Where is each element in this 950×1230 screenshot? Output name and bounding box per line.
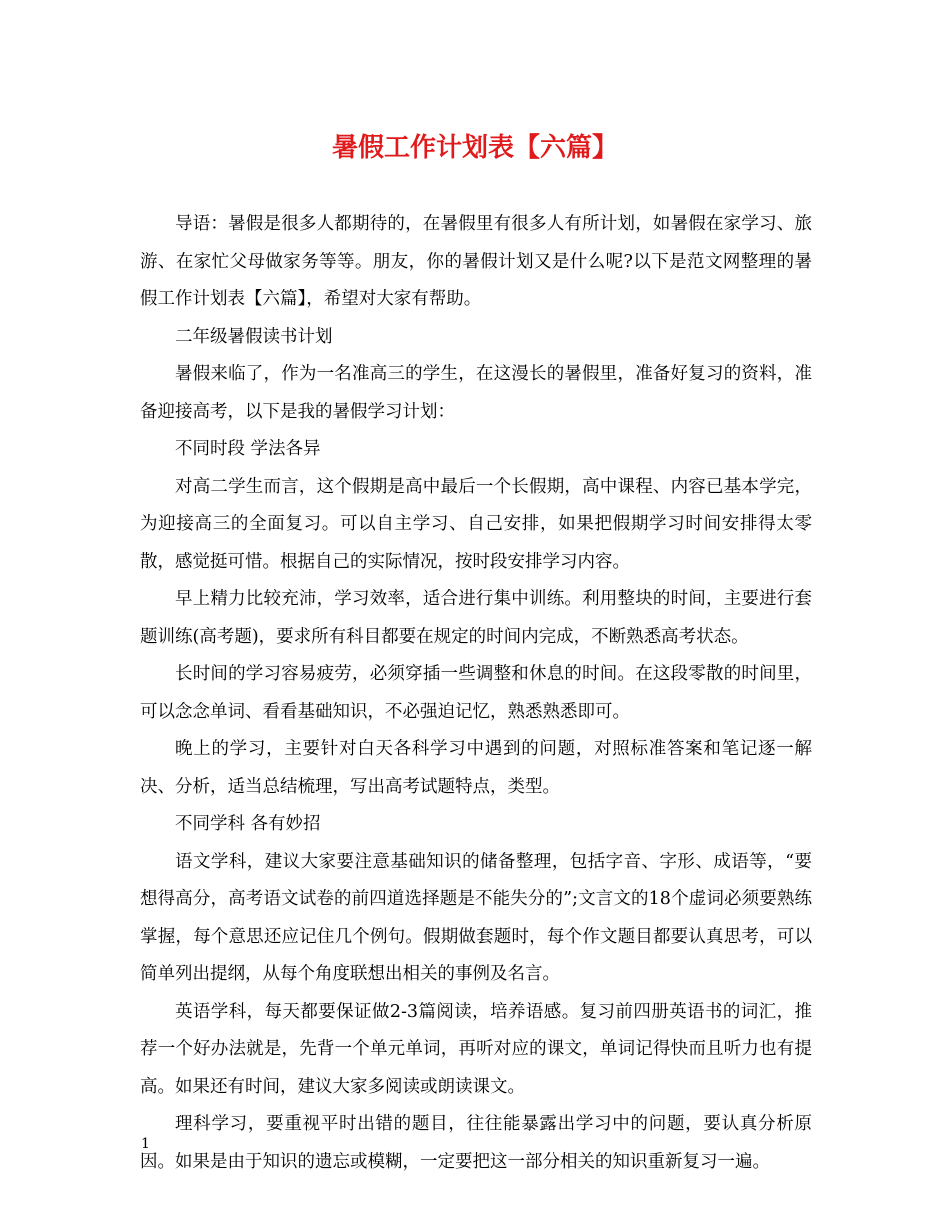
paragraph: 暑假来临了，作为一名准高三的学生，在这漫长的暑假里，准备好复习的资料，准备迎接高考，以下是我的暑假学习计划：	[140, 364, 812, 422]
paragraph-intro: 导语：暑假是很多人都期待的，在暑假里有很多人有所计划，如暑假在家学习、旅游、在家忙父母做家务等等。朋友，你的暑假计划又是什么呢?以下是范文网整理的暑假工作计划表【六篇】，希望对大家有帮助。	[140, 214, 812, 309]
paragraph-science: 理科学习，要重视平时出错的题目，往往能暴露出学习中的问题，要认真分析原因。如果是由于知识的遗忘或模糊，一定要把这一部分相关的知识重新复习一遍。	[140, 1114, 812, 1172]
paragraph: 早上精力比较充沛，学习效率，适合进行集中训练。利用整块的时间，主要进行套题训练(高考题)，要求所有科目都要在规定的时间内完成，不断熟悉高考状态。	[140, 589, 812, 647]
paragraph: 对高二学生而言，这个假期是高中最后一个长假期，高中课程、内容已基本学完，为迎接高三的全面复习。可以自主学习、自己安排，如果把假期学习时间安排得太零散，感觉挺可惜。根据自己的实际情况，按时段安排学习内容。	[140, 476, 812, 572]
page-number: 1	[141, 1136, 150, 1152]
section-heading-reading-plan: 二年级暑假读书计划	[175, 326, 333, 347]
paragraph-english: 英语学科，每天都要保证做2-3篇阅读，培养语感。复习前四册英语书的词汇，推荐一个好办法就是，先背一个单元单词，再听对应的课文，单词记得快而且听力也有提高。如果还有时间，建议大家多阅读或朗读课文。	[140, 1001, 812, 1097]
document-body	[140, 206, 812, 1181]
section-heading-subjects: 不同学科 各有妙招	[175, 814, 321, 834]
paragraph: 晚上的学习，主要针对白天各科学习中遇到的问题，对照标准答案和笔记逐一解决、分析，适当总结梳理，写出高考试题特点，类型。	[140, 739, 812, 797]
paragraph: 长时间的学习容易疲劳，必须穿插一些调整和休息的时间。在这段零散的时间里，可以念念单词、看看基础知识，不必强迫记忆，熟悉熟悉即可。	[140, 664, 812, 722]
paragraph-chinese: 语文学科，建议大家要注意基础知识的储备整理，包括字音、字形、成语等，“要想得高分，高考语文试卷的前四道选择题是不能失分的”;文言文的18个虚词必须要熟练掌握，每个意思还应记住几个例句。假期做套题时，每个作文题目都要认真思考，可以简单列出提纲，从每个角度联想出相关的事例及名言。	[140, 851, 812, 984]
document-title: 暑假工作计划表【六篇】	[331, 133, 618, 163]
section-heading-time-periods: 不同时段 学法各异	[175, 439, 321, 459]
